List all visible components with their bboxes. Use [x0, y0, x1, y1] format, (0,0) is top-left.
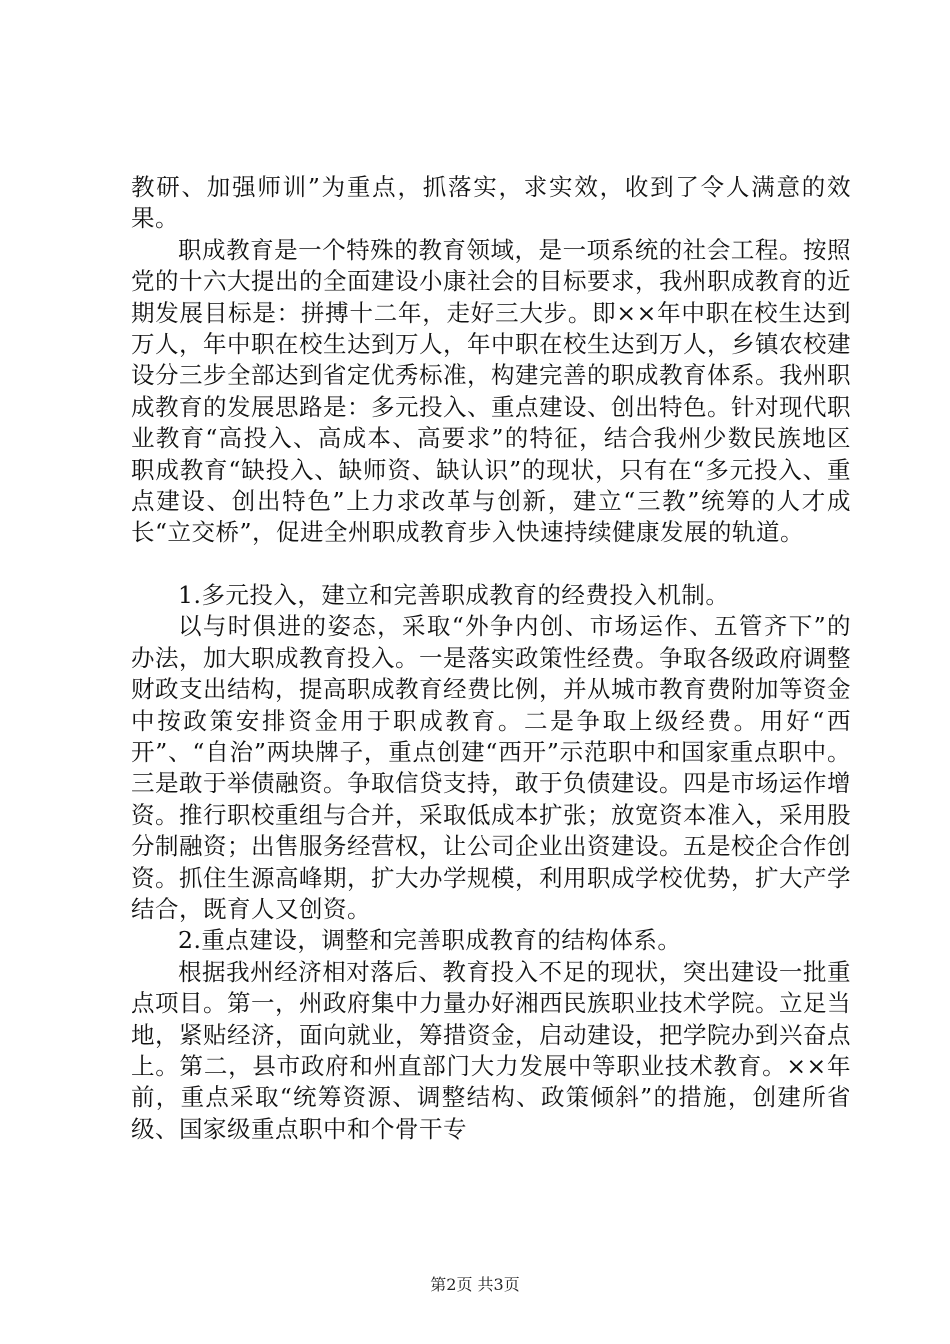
paragraph-continuation: 教研、加强师训”为重点，抓落实，求实效，收到了令人满意的效果。 [131, 173, 851, 233]
section-heading-2: 2.重点建设，调整和完善职成教育的结构体系。 [178, 926, 682, 955]
document-body [131, 172, 851, 1145]
page-footer: 第2页 共3页 [430, 1275, 520, 1294]
paragraph-goals: 职成教育是一个特殊的教育领域，是一项系统的社会工程。按照党的十六大提出的全面建设小康社会的目标要求，我州职成教育的近期发展目标是：拼搏十二年，走好三大步。即××年中职在校生达到万人，年中职在校生达到万人，年中职在校生达到万人，乡镇农校建设分三步全部达到省定优秀标准，构建完善的职成教育体系。我州职成教育的发展思路是：多元投入、重点建设、创出特色。针对现代职业教育“高投入、高成本、高要求”的特征，结合我州少数民族地区职成教育“缺投入、缺师资、缺认识”的现状，只有在“多元投入、重点建设、创出特色”上力求改革与创新，建立“三教”统筹的人才成长“立交桥”，促进全州职成教育步入快速持续健康发展的轨道。 [131, 235, 851, 547]
section-heading-1: 1.多元投入，建立和完善职成教育的经费投入机制。 [178, 580, 730, 609]
paragraph-investment: 以与时俱进的姿态，采取“外争内创、市场运作、五管齐下”的办法，加大职成教育投入。一是落实政策性经费。争取各级政府调整财政支出结构，提高职成教育经费比例，并从城市教育费附加等资金中按政策安排资金用于职成教育。二是争取上级经费。用好“西开”、“自治”两块牌子，重点创建“西开”示范职中和国家重点职中。三是敢于举债融资。争取信贷支持，敢于负债建设。四是市场运作增资。推行职校重组与合并，采取低成本扩张；放宽资本准入，采用股分制融资；出售服务经营权，让公司企业出资建设。五是校企合作创资。抓住生源高峰期，扩大办学规模，利用职成学校优势，扩大产学结合，既育人又创资。 [131, 612, 851, 923]
paragraph-spacer [131, 549, 851, 580]
paragraph-key-construction: 根据我州经济相对落后、教育投入不足的现状，突出建设一批重点项目。第一，州政府集中力量办好湘西民族职业技术学院。立足当地，紧贴经济，面向就业，筹措资金，启动建设，把学院办到兴奋点上。第二，县市政府和州直部门大力发展中等职业技术教育。××年前，重点采取“统筹资源、调整结构、政策倾斜”的措施，创建所省级、国家级重点职中和个骨干专 [131, 957, 851, 1143]
